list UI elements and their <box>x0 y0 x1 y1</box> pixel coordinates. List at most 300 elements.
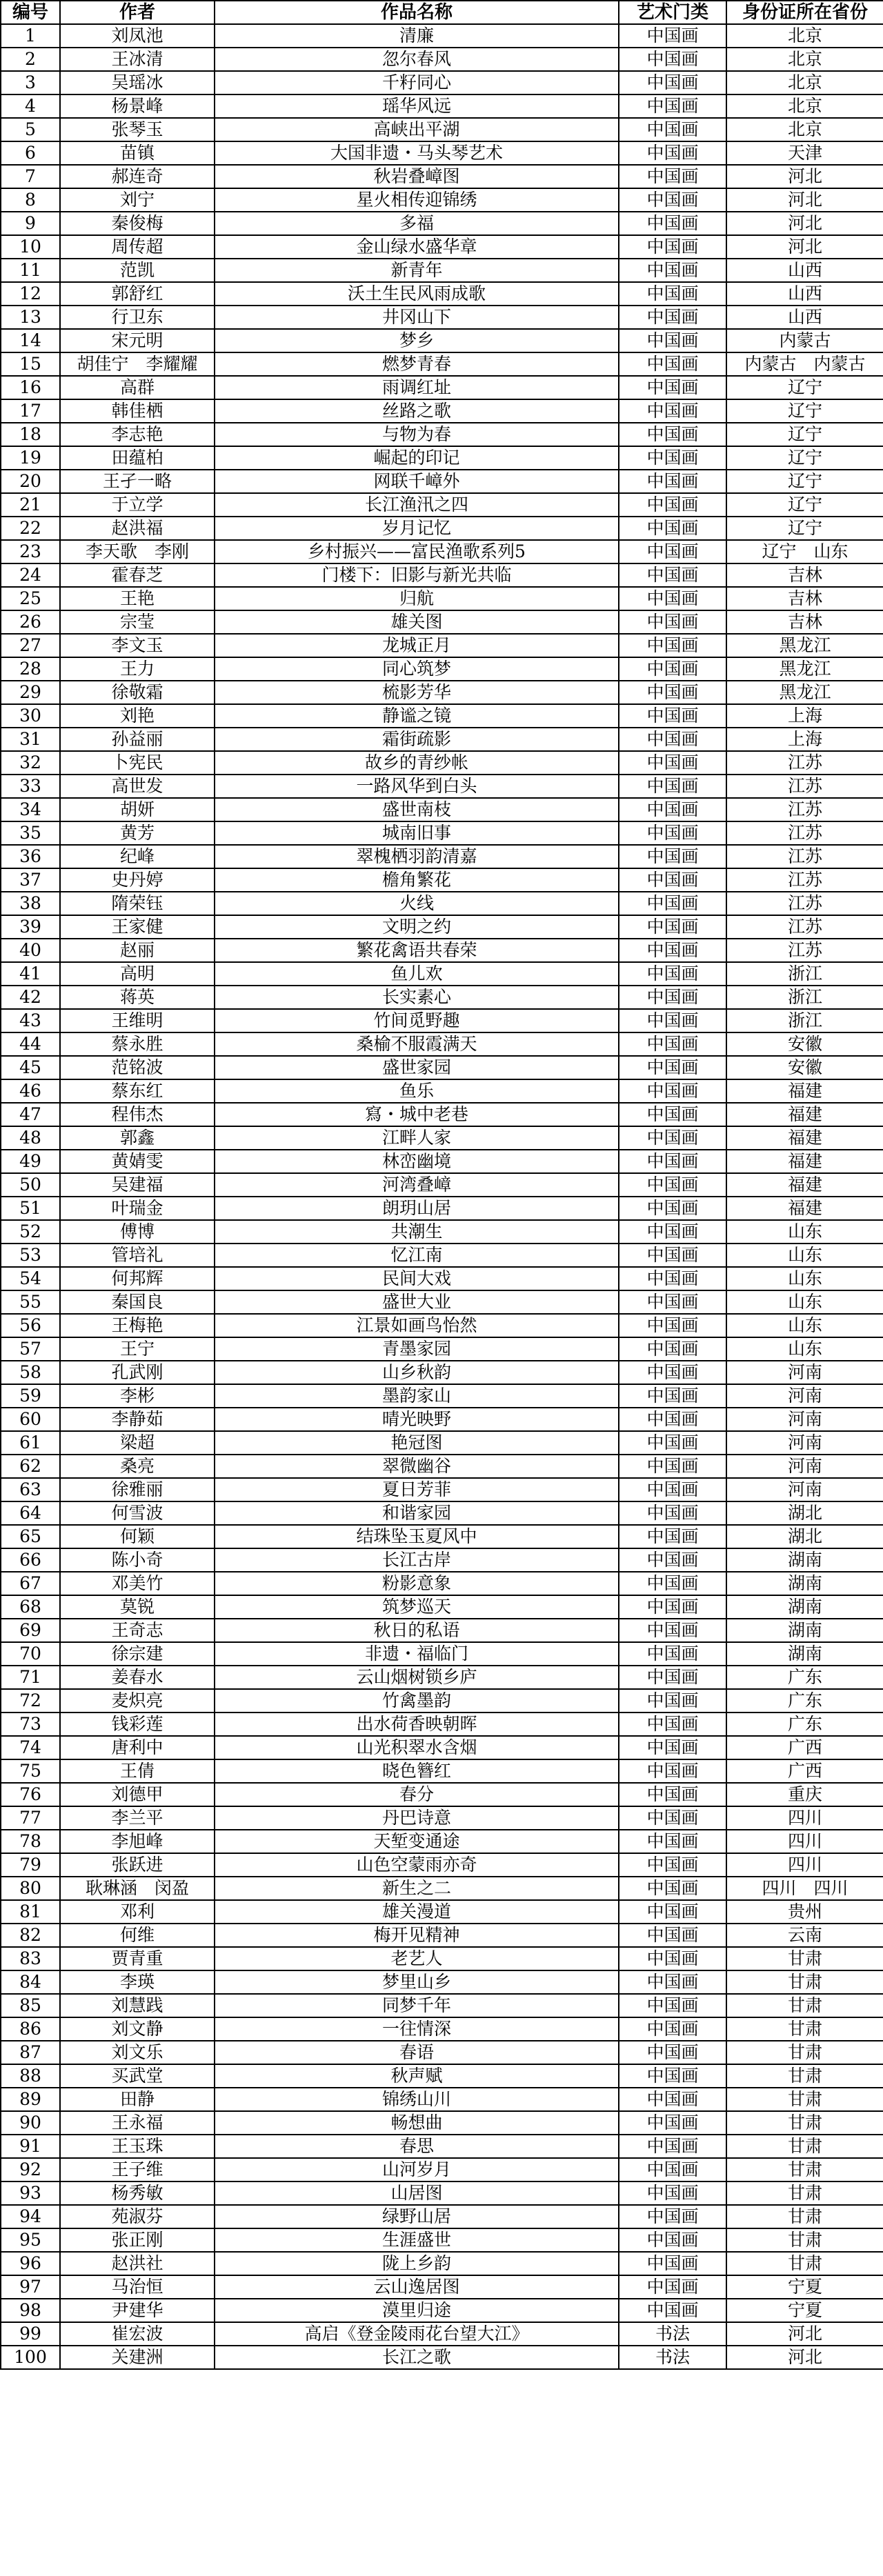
cell-category: 中国画 <box>619 1525 726 1548</box>
cell-number: 59 <box>1 1384 60 1408</box>
cell-author: 王力 <box>60 657 215 681</box>
cell-author: 范铭波 <box>60 1056 215 1079</box>
cell-category: 中国画 <box>619 1361 726 1384</box>
cell-number: 47 <box>1 1103 60 1126</box>
cell-number: 73 <box>1 1713 60 1736</box>
cell-number: 32 <box>1 751 60 775</box>
cell-author: 姜春水 <box>60 1666 215 1689</box>
cell-author: 李瑛 <box>60 1970 215 1994</box>
cell-category: 中国画 <box>619 751 726 775</box>
cell-number: 69 <box>1 1619 60 1642</box>
cell-title: 出水荷香映朝晖 <box>215 1713 619 1736</box>
cell-title: 长江之歌 <box>215 2346 619 2369</box>
cell-title: 和谐家园 <box>215 1501 619 1525</box>
cell-author: 孔武刚 <box>60 1361 215 1384</box>
cell-number: 29 <box>1 681 60 704</box>
cell-province: 河南 <box>726 1408 883 1431</box>
cell-category: 中国画 <box>619 2088 726 2111</box>
cell-number: 53 <box>1 1244 60 1267</box>
cell-number: 83 <box>1 1947 60 1970</box>
cell-province: 江苏 <box>726 751 883 775</box>
cell-number: 28 <box>1 657 60 681</box>
table-row <box>1 1853 883 1877</box>
cell-title: 丝路之歌 <box>215 399 619 423</box>
cell-title: 归航 <box>215 587 619 610</box>
cell-category: 中国画 <box>619 2181 726 2205</box>
cell-category: 中国画 <box>619 1783 726 1806</box>
cell-number: 6 <box>1 141 60 165</box>
table-row <box>1 587 883 610</box>
table-row <box>1 1572 883 1595</box>
cell-title: 河湾叠嶂 <box>215 1173 619 1197</box>
cell-title: 与物为春 <box>215 423 619 446</box>
cell-category: 中国画 <box>619 493 726 517</box>
cell-number: 50 <box>1 1173 60 1197</box>
cell-province: 四川 四川 <box>726 1877 883 1900</box>
cell-author: 钱彩莲 <box>60 1713 215 1736</box>
cell-category: 中国画 <box>619 2228 726 2252</box>
cell-number: 56 <box>1 1314 60 1337</box>
cell-province: 辽宁 <box>726 446 883 470</box>
table-row <box>1 2275 883 2299</box>
cell-category: 中国画 <box>619 2252 726 2275</box>
cell-title: 城南旧事 <box>215 821 619 845</box>
cell-category: 中国画 <box>619 399 726 423</box>
cell-author: 赵丽 <box>60 939 215 962</box>
cell-province: 天津 <box>726 141 883 165</box>
cell-category: 中国画 <box>619 2205 726 2228</box>
cell-title: 千籽同心 <box>215 71 619 94</box>
cell-author: 李文玉 <box>60 634 215 657</box>
cell-province: 甘肃 <box>726 1947 883 1970</box>
cell-number: 78 <box>1 1830 60 1853</box>
cell-number: 87 <box>1 2041 60 2064</box>
cell-author: 桑亮 <box>60 1455 215 1478</box>
cell-author: 刘德甲 <box>60 1783 215 1806</box>
cell-title: 云山烟树锁乡庐 <box>215 1666 619 1689</box>
header-row <box>1 1 883 24</box>
table-row <box>1 1126 883 1150</box>
cell-province: 辽宁 <box>726 517 883 540</box>
cell-category: 书法 <box>619 2322 726 2346</box>
cell-title: 云山逸居图 <box>215 2275 619 2299</box>
cell-province: 江苏 <box>726 845 883 868</box>
cell-category: 中国画 <box>619 1173 726 1197</box>
cell-title: 梳影芳华 <box>215 681 619 704</box>
table-row <box>1 1806 883 1830</box>
cell-author: 范凯 <box>60 259 215 282</box>
cell-title: 龙城正月 <box>215 634 619 657</box>
cell-author: 张琴玉 <box>60 118 215 141</box>
cell-title: 新青年 <box>215 259 619 282</box>
cell-number: 58 <box>1 1361 60 1384</box>
cell-title: 民间大戏 <box>215 1267 619 1290</box>
table-row <box>1 423 883 446</box>
cell-category: 中国画 <box>619 376 726 399</box>
cell-number: 24 <box>1 563 60 587</box>
table-row <box>1 517 883 540</box>
cell-number: 27 <box>1 634 60 657</box>
cell-province: 福建 <box>726 1079 883 1103</box>
cell-author: 何邦辉 <box>60 1267 215 1290</box>
cell-number: 91 <box>1 2135 60 2158</box>
cell-author: 孙益丽 <box>60 728 215 751</box>
cell-author: 张跃进 <box>60 1853 215 1877</box>
cell-category: 中国画 <box>619 2064 726 2088</box>
cell-province: 北京 <box>726 24 883 48</box>
cell-category: 中国画 <box>619 1877 726 1900</box>
table-row <box>1 2135 883 2158</box>
cell-author: 于立学 <box>60 493 215 517</box>
cell-province: 上海 <box>726 704 883 728</box>
table-row <box>1 563 883 587</box>
table-row <box>1 868 883 892</box>
table-row <box>1 352 883 376</box>
cell-number: 5 <box>1 118 60 141</box>
cell-author: 王子维 <box>60 2158 215 2181</box>
cell-author: 唐利中 <box>60 1736 215 1759</box>
cell-title: 盛世大业 <box>215 1290 619 1314</box>
cell-province: 黑龙江 <box>726 681 883 704</box>
cell-title: 梦乡 <box>215 329 619 352</box>
table-row <box>1 188 883 212</box>
cell-province: 河北 <box>726 2322 883 2346</box>
cell-category: 中国画 <box>619 563 726 587</box>
cell-author: 吴瑶冰 <box>60 71 215 94</box>
table-row <box>1 1525 883 1548</box>
cell-title: 门楼下：旧影与新光共临 <box>215 563 619 587</box>
cell-title: 瑶华风远 <box>215 94 619 118</box>
cell-province: 北京 <box>726 48 883 71</box>
cell-category: 中国画 <box>619 2041 726 2064</box>
table-row <box>1 1548 883 1572</box>
table-row <box>1 1361 883 1384</box>
cell-title: 乡村振兴——富民渔歌系列5 <box>215 540 619 563</box>
cell-province: 河北 <box>726 235 883 259</box>
cell-author: 马治恒 <box>60 2275 215 2299</box>
cell-title: 一往情深 <box>215 2017 619 2041</box>
cell-title: 翠槐栖羽韵清嘉 <box>215 845 619 868</box>
cell-author: 赵洪福 <box>60 517 215 540</box>
cell-province: 北京 <box>726 118 883 141</box>
cell-number: 48 <box>1 1126 60 1150</box>
cell-author: 吴建福 <box>60 1173 215 1197</box>
table-row <box>1 1431 883 1455</box>
cell-province: 宁夏 <box>726 2299 883 2322</box>
cell-province: 福建 <box>726 1150 883 1173</box>
cell-province: 辽宁 <box>726 399 883 423</box>
cell-number: 84 <box>1 1970 60 1994</box>
table-row <box>1 165 883 188</box>
cell-province: 河北 <box>726 2346 883 2369</box>
table-row <box>1 1900 883 1924</box>
table-row <box>1 1267 883 1290</box>
table-row <box>1 657 883 681</box>
cell-category: 中国画 <box>619 1689 726 1713</box>
cell-number: 88 <box>1 2064 60 2088</box>
table-row <box>1 1103 883 1126</box>
table-row <box>1 2111 883 2135</box>
cell-title: 井冈山下 <box>215 306 619 329</box>
table-row <box>1 1877 883 1900</box>
cell-author: 买武堂 <box>60 2064 215 2088</box>
cell-province: 湖南 <box>726 1642 883 1666</box>
cell-title: 畅想曲 <box>215 2111 619 2135</box>
cell-province: 广东 <box>726 1689 883 1713</box>
cell-author: 高世发 <box>60 775 215 798</box>
cell-province: 黑龙江 <box>726 657 883 681</box>
table-row <box>1 2017 883 2041</box>
cell-category: 中国画 <box>619 1806 726 1830</box>
cell-category: 中国画 <box>619 1103 726 1126</box>
cell-title: 晴光映野 <box>215 1408 619 1431</box>
table-row <box>1 821 883 845</box>
cell-author: 程伟杰 <box>60 1103 215 1126</box>
cell-category: 中国画 <box>619 1009 726 1032</box>
cell-number: 92 <box>1 2158 60 2181</box>
cell-title: 竹禽墨韵 <box>215 1689 619 1713</box>
cell-number: 55 <box>1 1290 60 1314</box>
cell-number: 31 <box>1 728 60 751</box>
cell-author: 韩佳栖 <box>60 399 215 423</box>
cell-title: 桑榆不服霞满天 <box>215 1032 619 1056</box>
cell-category: 中国画 <box>619 2299 726 2322</box>
cell-number: 9 <box>1 212 60 235</box>
cell-title: 秋声赋 <box>215 2064 619 2088</box>
cell-title: 江景如画鸟怡然 <box>215 1314 619 1337</box>
cell-title: 锦绣山川 <box>215 2088 619 2111</box>
cell-number: 49 <box>1 1150 60 1173</box>
cell-category: 中国画 <box>619 259 726 282</box>
cell-category: 中国画 <box>619 1455 726 1478</box>
cell-author: 黄芳 <box>60 821 215 845</box>
cell-number: 17 <box>1 399 60 423</box>
table-row <box>1 1970 883 1994</box>
cell-province: 江苏 <box>726 821 883 845</box>
table-row <box>1 1713 883 1736</box>
cell-number: 62 <box>1 1455 60 1478</box>
cell-number: 81 <box>1 1900 60 1924</box>
table-row <box>1 2064 883 2088</box>
table-row <box>1 2346 883 2369</box>
cell-title: 盛世家园 <box>215 1056 619 1079</box>
cell-author: 王维明 <box>60 1009 215 1032</box>
cell-title: 一路风华到白头 <box>215 775 619 798</box>
cell-province: 四川 <box>726 1806 883 1830</box>
cell-number: 74 <box>1 1736 60 1759</box>
cell-number: 72 <box>1 1689 60 1713</box>
cell-author: 崔宏波 <box>60 2322 215 2346</box>
cell-author: 秦国良 <box>60 1290 215 1314</box>
cell-number: 54 <box>1 1267 60 1290</box>
cell-author: 王冰清 <box>60 48 215 71</box>
cell-number: 22 <box>1 517 60 540</box>
cell-number: 45 <box>1 1056 60 1079</box>
cell-province: 山东 <box>726 1290 883 1314</box>
table-row <box>1 2205 883 2228</box>
cell-category: 中国画 <box>619 1853 726 1877</box>
header-category: 艺术门类 <box>619 1 726 24</box>
cell-category: 中国画 <box>619 352 726 376</box>
cell-province: 广东 <box>726 1666 883 1689</box>
table-row <box>1 1830 883 1853</box>
table-row <box>1 1478 883 1501</box>
cell-author: 王艳 <box>60 587 215 610</box>
cell-category: 中国画 <box>619 329 726 352</box>
cell-title: 春分 <box>215 1783 619 1806</box>
cell-province: 河南 <box>726 1455 883 1478</box>
cell-number: 80 <box>1 1877 60 1900</box>
cell-title: 粉影意象 <box>215 1572 619 1595</box>
cell-province: 辽宁 <box>726 423 883 446</box>
table-row <box>1 399 883 423</box>
table-row <box>1 2088 883 2111</box>
cell-category: 中国画 <box>619 1126 726 1150</box>
cell-number: 51 <box>1 1197 60 1220</box>
cell-number: 37 <box>1 868 60 892</box>
cell-number: 64 <box>1 1501 60 1525</box>
cell-author: 徐雅丽 <box>60 1478 215 1501</box>
cell-category: 中国画 <box>619 470 726 493</box>
cell-category: 中国画 <box>619 704 726 728</box>
header-author: 作者 <box>60 1 215 24</box>
cell-number: 21 <box>1 493 60 517</box>
table-row <box>1 1079 883 1103</box>
cell-province: 湖北 <box>726 1525 883 1548</box>
cell-title: 丹巴诗意 <box>215 1806 619 1830</box>
table-row <box>1 376 883 399</box>
cell-title: 山色空蒙雨亦奇 <box>215 1853 619 1877</box>
cell-title: 檐角繁花 <box>215 868 619 892</box>
cell-title: 清廉 <box>215 24 619 48</box>
cell-title: 漠里归途 <box>215 2299 619 2322</box>
cell-author: 关建洲 <box>60 2346 215 2369</box>
cell-province: 湖南 <box>726 1572 883 1595</box>
cell-title: 多福 <box>215 212 619 235</box>
cell-title: 山居图 <box>215 2181 619 2205</box>
cell-category: 中国画 <box>619 610 726 634</box>
cell-category: 中国画 <box>619 1056 726 1079</box>
cell-province: 山东 <box>726 1244 883 1267</box>
cell-author: 邓利 <box>60 1900 215 1924</box>
cell-author: 王奇志 <box>60 1619 215 1642</box>
cell-province: 吉林 <box>726 563 883 587</box>
cell-number: 95 <box>1 2228 60 2252</box>
cell-category: 中国画 <box>619 868 726 892</box>
cell-title: 金山绿水盛华章 <box>215 235 619 259</box>
cell-province: 甘肃 <box>726 2181 883 2205</box>
cell-province: 山西 <box>726 282 883 306</box>
cell-number: 75 <box>1 1759 60 1783</box>
cell-author: 宗莹 <box>60 610 215 634</box>
cell-province: 浙江 <box>726 986 883 1009</box>
cell-title: 鱼儿欢 <box>215 962 619 986</box>
cell-title: 林峦幽境 <box>215 1150 619 1173</box>
cell-province: 河北 <box>726 212 883 235</box>
cell-title: 繁花禽语共春荣 <box>215 939 619 962</box>
cell-number: 36 <box>1 845 60 868</box>
cell-province: 吉林 <box>726 587 883 610</box>
table-row <box>1 1032 883 1056</box>
cell-category: 中国画 <box>619 165 726 188</box>
cell-category: 中国画 <box>619 1994 726 2017</box>
cell-number: 20 <box>1 470 60 493</box>
cell-category: 中国画 <box>619 1431 726 1455</box>
table-row <box>1 2299 883 2322</box>
cell-category: 中国画 <box>619 446 726 470</box>
cell-category: 中国画 <box>619 48 726 71</box>
cell-number: 26 <box>1 610 60 634</box>
cell-title: 同梦千年 <box>215 1994 619 2017</box>
cell-category: 中国画 <box>619 821 726 845</box>
cell-number: 65 <box>1 1525 60 1548</box>
cell-number: 86 <box>1 2017 60 2041</box>
cell-title: 春思 <box>215 2135 619 2158</box>
cell-title: 沃土生民风雨成歌 <box>215 282 619 306</box>
table-row <box>1 1595 883 1619</box>
cell-category: 中国画 <box>619 1408 726 1431</box>
cell-province: 四川 <box>726 1853 883 1877</box>
cell-province: 辽宁 山东 <box>726 540 883 563</box>
table-row <box>1 704 883 728</box>
cell-author: 史丹婷 <box>60 868 215 892</box>
header-province: 身份证所在省份 <box>726 1 883 24</box>
cell-province: 甘肃 <box>726 2088 883 2111</box>
cell-author: 张正刚 <box>60 2228 215 2252</box>
cell-author: 王家健 <box>60 915 215 939</box>
cell-title: 老艺人 <box>215 1947 619 1970</box>
cell-title: 新生之二 <box>215 1877 619 1900</box>
cell-number: 99 <box>1 2322 60 2346</box>
cell-number: 34 <box>1 798 60 821</box>
cell-title: 高启《登金陵雨花台望大江》 <box>215 2322 619 2346</box>
cell-province: 辽宁 <box>726 376 883 399</box>
cell-author: 霍春芝 <box>60 563 215 587</box>
table-row <box>1 1759 883 1783</box>
cell-category: 中国画 <box>619 1759 726 1783</box>
cell-province: 广东 <box>726 1713 883 1736</box>
cell-province: 江苏 <box>726 915 883 939</box>
cell-title: 绿野山居 <box>215 2205 619 2228</box>
cell-author: 管培礼 <box>60 1244 215 1267</box>
cell-province: 甘肃 <box>726 1970 883 1994</box>
cell-province: 辽宁 <box>726 470 883 493</box>
cell-title: 竹间觅野趣 <box>215 1009 619 1032</box>
cell-title: 岁月记忆 <box>215 517 619 540</box>
cell-number: 52 <box>1 1220 60 1244</box>
cell-title: 生涯盛世 <box>215 2228 619 2252</box>
cell-category: 中国画 <box>619 587 726 610</box>
cell-category: 中国画 <box>619 1924 726 1947</box>
table-row <box>1 94 883 118</box>
table-row <box>1 1337 883 1361</box>
table-row <box>1 1947 883 1970</box>
cell-number: 98 <box>1 2299 60 2322</box>
cell-author: 苑淑芬 <box>60 2205 215 2228</box>
cell-province: 江苏 <box>726 868 883 892</box>
cell-title: 长江古岸 <box>215 1548 619 1572</box>
table-row <box>1 1408 883 1431</box>
cell-title: 网联千嶂外 <box>215 470 619 493</box>
table-row <box>1 2041 883 2064</box>
cell-author: 莫锐 <box>60 1595 215 1619</box>
cell-category: 中国画 <box>619 1337 726 1361</box>
cell-number: 70 <box>1 1642 60 1666</box>
table-row <box>1 306 883 329</box>
cell-author: 叶瑞金 <box>60 1197 215 1220</box>
cell-title: 大国非遗・马头琴艺术 <box>215 141 619 165</box>
table-row <box>1 2322 883 2346</box>
